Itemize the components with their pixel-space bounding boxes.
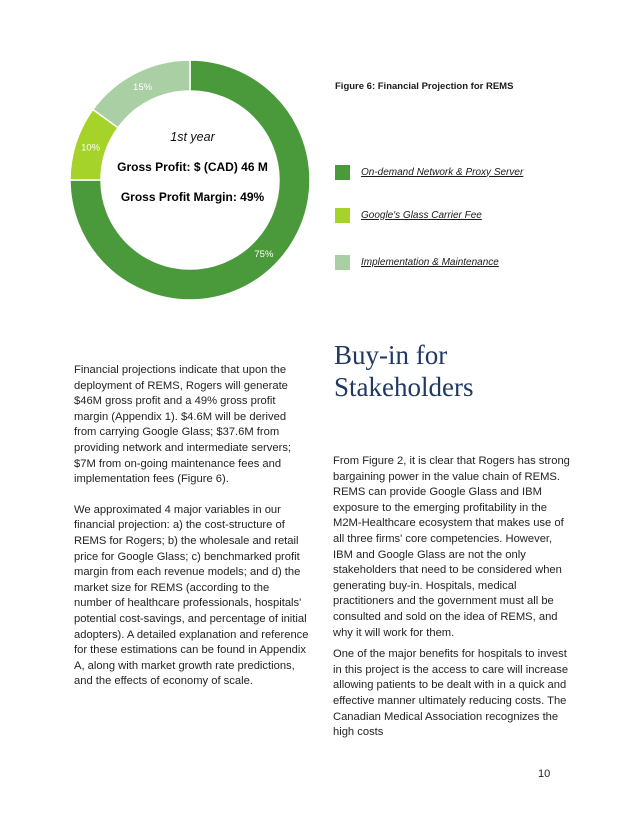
- legend-item-implementation: [335, 254, 499, 270]
- section-heading-line-2: Stakeholders: [334, 372, 474, 402]
- financial-projection-donut-chart: [0, 0, 330, 310]
- left-column: [74, 363, 310, 690]
- donut-slice-2: [93, 60, 190, 128]
- chart-center-gross-profit: Gross Profit: $ (CAD) 46 M: [117, 160, 268, 174]
- donut-slice-label-2: 15%: [133, 81, 153, 93]
- right-paragraph-1: From Figure 2, it is clear that Rogers has strong bargaining power in the value chain of REMS. REMS can provide Google Glass and IBM exposure to the emerging profitability in the M2M-Healthcare ecosystem that makes use of all three firms' core competencies. However, IBM and Google Glass are not the only stakeholders that need to be considered when generating buy-in. Hospitals, medical practitioners and the government must all be consulted and sold on the idea of REMS, and why it will work for them.: [333, 455, 570, 639]
- legend-item-glass-carrier: [335, 207, 482, 223]
- chart-center-period: 1st year: [170, 130, 215, 144]
- right-paragraph-2: One of the major benefits for hospitals to invest in this project is the access to care will increase allowing patients to be dealt with in a quick and effective manner ultimately reducing costs. The Canadian Medical Association recognizes the high costs: [333, 648, 569, 739]
- legend-item-network-proxy: [335, 164, 523, 180]
- donut-slice-label-0: 75%: [254, 248, 274, 260]
- legend-swatch: [335, 255, 350, 270]
- legend-swatch: [335, 208, 350, 223]
- donut-slice-label-1: 10%: [81, 142, 101, 154]
- chart-center-gross-margin: Gross Profit Margin: 49%: [120, 190, 265, 204]
- figure-title: Figure 6: Financial Projection for REMS: [335, 81, 514, 92]
- legend-swatch: [335, 165, 350, 180]
- left-paragraph-2: We approximated 4 major variables in our financial projection: a) the cost-structure of REMS for Rogers; b) the wholesale and retail price for Google Glass; c) benchmarked profit margin from each revenue models; and d) the market size for REMS (according to the number of healthcare professionals, hospitals' potential cost-savings, and percentage of initial adopters). A detailed explanation and reference for these estimations can be found in Appendix A, along with market growth rate predictions, and the effects of economy of scale.: [74, 503, 309, 688]
- section-heading-line-1: Buy-in for: [334, 340, 448, 370]
- right-column: [333, 454, 573, 741]
- legend-label: Google's Glass Carrier Fee: [361, 209, 482, 221]
- left-paragraph-1: Financial projections indicate that upon the deployment of REMS, Rogers will generate $46M gross profit and a 49% gross profit margin (Appendix 1). $4.6M will be derived from carrying Google Glass; $37.6M from providing network and intermediate servers; $7M from on-going maintenance fees and implementation fees (Figure 6).: [74, 364, 292, 486]
- page-number: 10: [538, 768, 551, 780]
- legend-label: Implementation & Maintenance: [361, 256, 499, 268]
- section-heading: [334, 339, 473, 403]
- legend-label: On-demand Network & Proxy Server: [361, 166, 524, 178]
